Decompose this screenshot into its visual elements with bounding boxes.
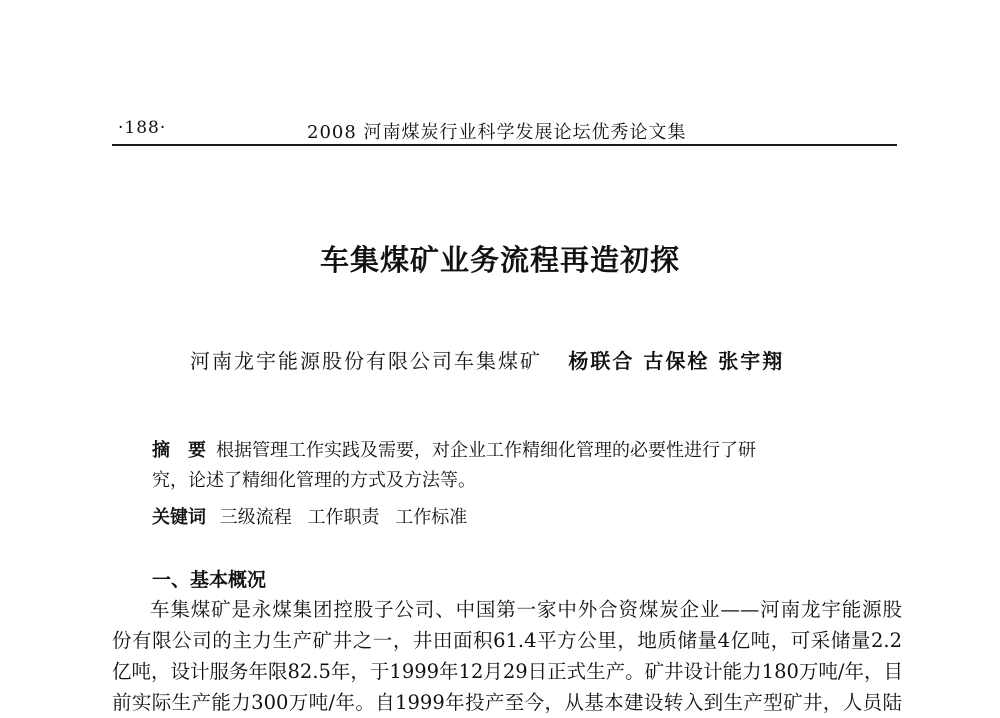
affiliation: 河南龙宇能源股份有限公司车集煤矿 (190, 349, 542, 373)
abstract (152, 436, 852, 496)
section-heading: 一、基本概况 (152, 569, 267, 591)
page-number: ·188· (118, 118, 167, 138)
header-rule (112, 144, 897, 146)
body-line: 前实际生产能力300万吨/年。自1999年投产至今，从基本建设转入到生产型矿井，人员陆 (112, 691, 902, 714)
body-line: 亿吨，设计服务年限82.5年，于1999年12月29日正式生产。矿井设计能力180万吨/年，目 (112, 660, 903, 683)
running-title: 2008 河南煤炭行业科学发展论坛优秀论文集 (307, 122, 687, 143)
abstract-line: 究，论述了精细化管理的方式及方法等。 (152, 470, 476, 491)
abstract-label: 摘 要 (152, 440, 206, 461)
byline (190, 345, 784, 374)
body-paragraph (112, 594, 902, 718)
abstract-text: 根据管理工作实践及需要，对企业工作精细化管理的必要性进行了研 (216, 440, 756, 461)
body-line: 车集煤矿是永煤集团控股子公司、中国第一家中外合资煤炭企业——河南龙宇能源股 (150, 598, 902, 621)
keywords-label: 关键词 (152, 507, 206, 528)
authors: 杨联合 古保栓 张宇翔 (568, 349, 785, 373)
abstract-line (152, 436, 852, 466)
body-line: 份有限公司的主力生产矿井之一，井田面积61.4平方公里，地质储量4亿吨，可采储量2.2 (112, 629, 902, 652)
keyword: 工作标准 (395, 507, 468, 528)
keywords (152, 503, 477, 529)
keyword: 工作职责 (307, 507, 380, 528)
keyword: 三级流程 (219, 507, 292, 528)
article-title: 车集煤矿业务流程再造初探 (319, 243, 680, 277)
running-header (112, 116, 897, 142)
